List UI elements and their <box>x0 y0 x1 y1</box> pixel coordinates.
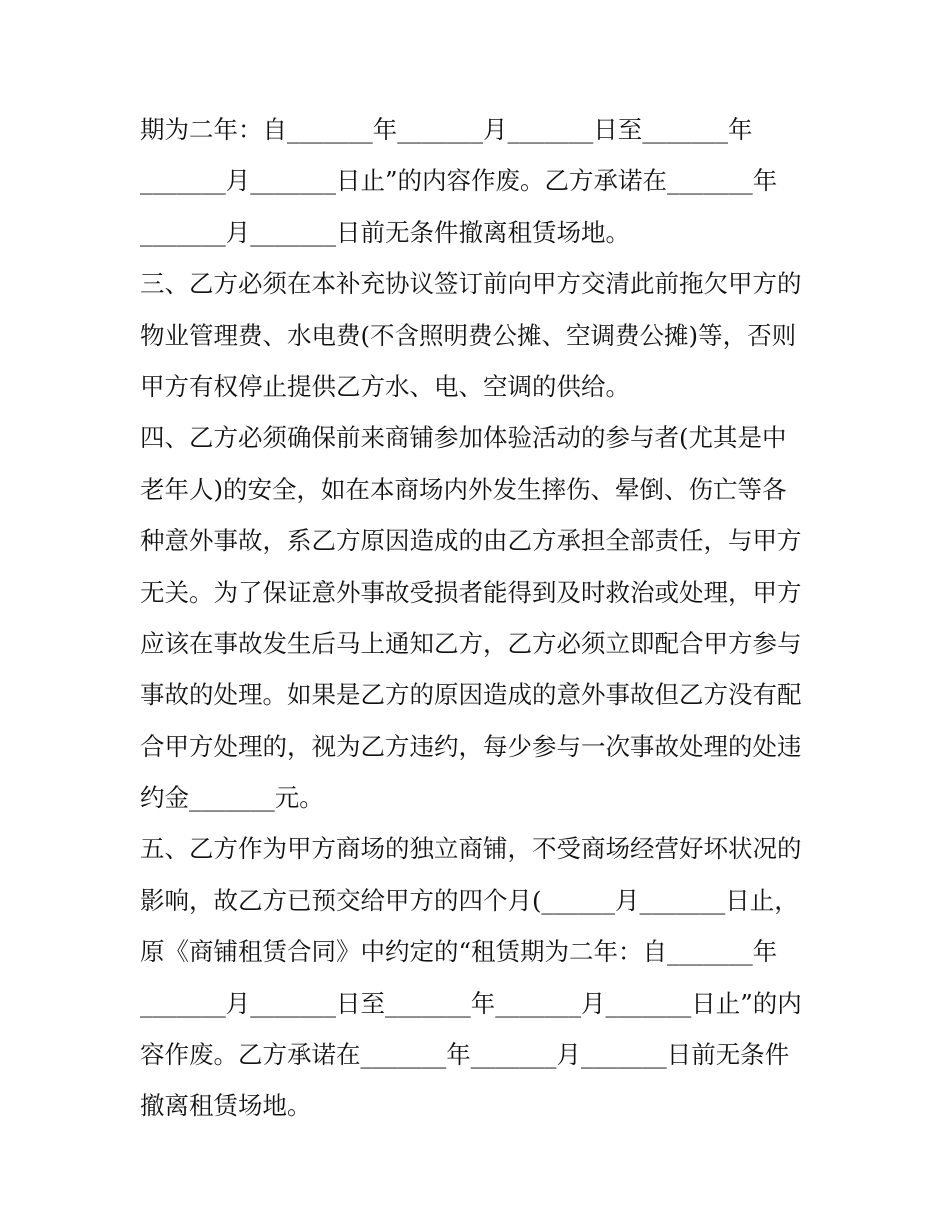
text-line: 期为二年：自_______年_______月_______日至_______年 <box>140 115 753 144</box>
text-line: _______月_______日前无条件撤离租赁场地。 <box>140 217 630 247</box>
text-line: 物业管理费、水电费(不含照明费公摊、空调费公摊)等，否则 <box>140 320 797 350</box>
text-line: 老年人)的安全，如在本商场内外发生摔伤、晕倒、伤亡等各 <box>140 474 787 504</box>
text-line: 甲方有权停止提供乙方水、电、空调的供给。 <box>140 371 630 401</box>
text-line: 无关。为了保证意外事故受损者能得到及时救治或处理，甲方 <box>140 577 802 607</box>
text-line: 影响，故乙方已预交给甲方的四个月(______月_______日止， <box>140 885 799 915</box>
text-line: 原《商铺租赁合同》中约定的“租赁期为二年：自_______年 <box>140 937 778 967</box>
text-line: 约金_______元。 <box>140 783 324 813</box>
text-line: 容作废。乙方承诺在_______年_______月_______日前无条件 <box>140 1040 790 1070</box>
clause-3-line: 三、乙方必须在本补充协议签订前向甲方交清此前拖欠甲方的 <box>140 269 802 299</box>
text-line: _______月_______日至_______年_______月_______日止”的内 <box>140 988 802 1018</box>
text-line: 撤离租赁场地。 <box>140 1091 312 1121</box>
text-line: 事故的处理。如果是乙方的原因造成的意外事故但乙方没有配 <box>140 680 802 710</box>
clause-4-line: 四、乙方必须确保前来商铺参加体验活动的参与者(尤其是中 <box>140 423 787 453</box>
clause-5-line: 五、乙方作为甲方商场的独立商铺，不受商场经营好坏状况的 <box>140 834 802 864</box>
document-body <box>140 104 820 1132</box>
text-line: 合甲方处理的，视为乙方违约，每少参与一次事故处理的处违 <box>140 731 802 761</box>
text-line: _______月_______日止”的内容作废。乙方承诺在_______年 <box>140 166 778 196</box>
text-line: 种意外事故，系乙方原因造成的由乙方承担全部责任，与甲方 <box>140 526 802 556</box>
text-line: 应该在事故发生后马上通知乙方，乙方必须立即配合甲方参与 <box>140 628 802 658</box>
